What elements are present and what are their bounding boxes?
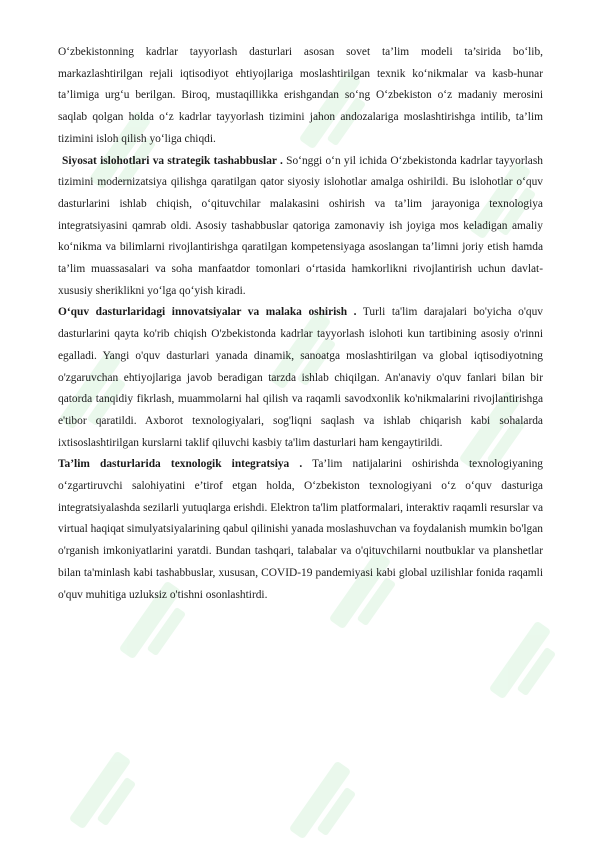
paragraph-tech-integration: [58, 454, 543, 606]
watermark-mark: [69, 750, 146, 839]
heading-curriculum-innovation: O‘quv dasturlaridagi innovatsiyalar va malaka oshirish .: [58, 306, 357, 319]
paragraph-intro: [58, 42, 543, 151]
paragraph-policy-reforms-text: So‘nggi o‘n yil ichida O‘zbekistonda kadrlar tayyorlash tizimini modernizatsiya qilishga qaratilgan qator siyosiy islohotlar amalga oshirildi. Bu islohotlar o‘quv dasturlarini ishlab chiqish, o‘qituvchilar malakasini oshirish va ta’lim jarayoniga texnologiya integratsiyasini qamrab oldi. Asosiy tashabbuslar qatoriga zamonaviy ish joyiga mos keladigan amaliy ko‘nikma va bilimlarni rivojlantirishga qaratilgan kompetensiyaga asoslangan ta’limni joriy etish hamda ta’lim muassasalari va soha manfaatdor tomonlari o‘rtasida hamkorlikni rivojlantirish uchun davlat-xususiy sheriklikni yo‘lga qo‘yish kiradi.: [58, 154, 543, 297]
paragraph-intro-text: O‘zbekistonning kadrlar tayyorlash dasturlari asosan sovet ta’lim modeli ta’sirida bo‘lib, markazlashtirilgan rejali iqtisodiyot ehtiyojlariga moslashtirilgan texnik ko‘nikmalar va kasb-hunar ta’limiga urg‘u berilgan. Biroq, mustaqillikka erishgandan so‘ng O‘zbekiston o‘z madaniy merosini saqlab qolgan holda o‘z kadrlar tayyorlash tizimini jahon andozalariga moslashtirishga intilib, ta’lim tizimini isloh qilish yo‘liga chiqdi.: [58, 46, 543, 145]
heading-policy-reforms: Siyosat islohotlari va strategik tashabbuslar .: [62, 154, 283, 167]
heading-tech-integration: Ta’lim dasturlarida texnologik integratsiya .: [58, 458, 303, 471]
watermark-mark: [489, 620, 566, 709]
paragraph-policy-reforms: [58, 151, 543, 303]
paragraph-curriculum-innovation-text: Turli ta'lim darajalari bo'yicha o'quv dasturlarini qayta ko'rib chiqish O'zbekistonda kadrlar tayyorlash islohoti kun tartibining asosiy o'rinni egalladi. Yangi o'quv dasturlari yanada dinamik, sanoatga moslashtirilgan va global iqtisodiyotning o'zgaruvchan ehtiyojlariga javob beradigan tarzda ishlab chiqilgan. An'anaviy o'quv fanlari bilan bir qatorda tanqidiy fikrlash, muammolarni hal qilish va raqamli savodxonlik ko'nikmalarini rivojlantirishga e'tibor qaratildi. Axborot texnologiyalari, sog'liqni saqlash va ishlab chiqarish kabi sohalarda ixtisoslashtirilgan kurslarni taklif qiluvchi kasbiy ta'lim dasturlari ham kengaytirildi.: [58, 306, 544, 449]
watermark-mark: [289, 760, 366, 842]
paragraph-tech-integration-text: Ta’lim natijalarini oshirishda texnologiyaning o‘zgartiruvchi salohiyatini e’tirof etgan holda, O‘zbekiston texnologiyani o‘z o‘quv dasturiga integratsiyalashda sezilarli yutuqlarga erishdi. Elektron ta'lim platformalari, interaktiv raqamli resurslar va virtual haqiqat simulyatsiyalarining qabul qilinishi yanada moslashuvchan va foydalanish mumkin bo'lgan o'rganish imkoniyatlarini yaratdi. Bundan tashqari, talabalar va o'qituvchilarni noutbuklar va planshetlar bilan ta'minlash kabi tashabbuslar, xususan, COVID-19 pandemiyasi kabi global uzilishlar fonida raqamli o'quv muhitiga uzluksiz o'tishni osonlashtirdi.: [58, 458, 544, 601]
document-page: [58, 42, 543, 606]
paragraph-curriculum-innovation: [58, 302, 543, 454]
